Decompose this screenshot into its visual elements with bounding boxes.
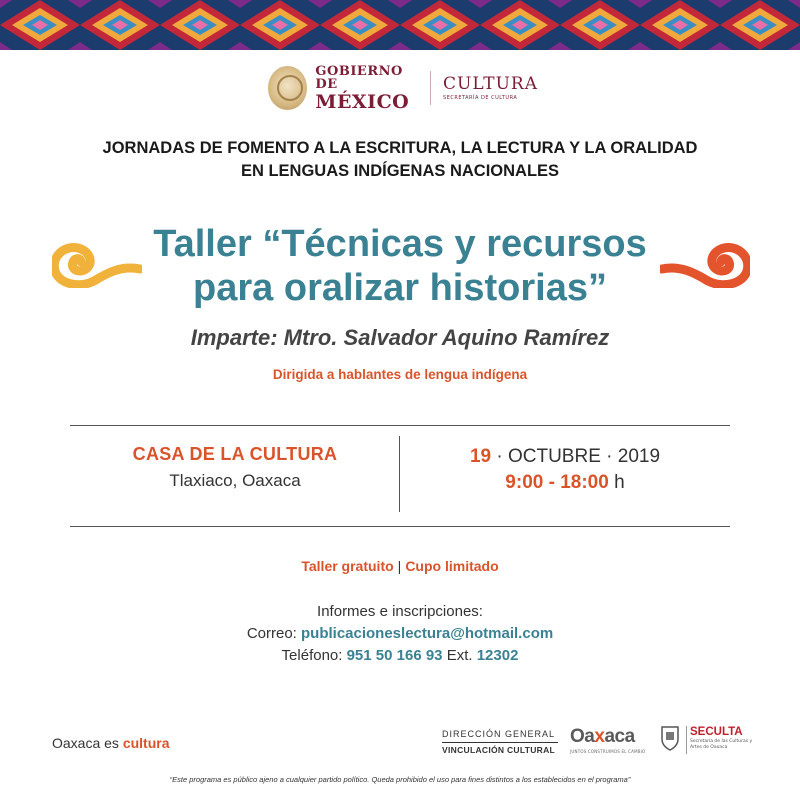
time-unit: h [608,472,625,493]
cultura-wordmark [443,73,538,101]
time-end: 18:00 [560,472,609,493]
cultura-line1: CULTURA [443,73,538,94]
oaxaca-wordmark [570,726,650,748]
phone-line [0,645,800,667]
free-workshop-text: Taller gratuito [301,558,394,574]
gobierno-line1: GOBIERNO DE [315,63,403,92]
title-line2: para oralizar historias” [193,267,607,309]
ext-label: Ext. [442,647,477,664]
offer-line [0,558,800,574]
oaxaca-logo [570,726,650,754]
decorative-banner [0,0,800,50]
series-line1: JORNADAS DE FOMENTO A LA ESCRITURA, LA LECTURA Y LA ORALIDAD [102,139,698,157]
logo-divider [430,71,431,105]
venue-block [85,444,385,491]
time-dash: - [543,472,561,493]
gobierno-line2: MÉXICO [315,90,410,113]
cultura-line2: SECRETARÍA DE CULTURA [443,94,518,101]
series-line2: EN LENGUAS INDÍGENAS NACIONALES [240,162,560,180]
seculta-subtitle [690,739,756,750]
seculta-sub-line2: Artes de Oaxaca [690,744,728,750]
title-line1: Taller “Técnicas y recursos [153,223,647,265]
venue-name: CASA DE LA CULTURA [132,444,338,464]
venue-city: Tlaxiaco, Oaxaca [169,471,301,490]
divider-top [70,425,730,426]
seculta-divider [686,726,687,754]
date-year: 2019 [617,446,661,467]
phone-label: Teléfono: [281,647,347,664]
email-link[interactable]: publicacioneslectura@hotmail.com [301,625,554,642]
tagline-part1: Oaxaca es [52,735,123,751]
email-label: Correo: [246,625,301,642]
direccion-general-logo [442,730,558,755]
date-separator: · [491,446,508,467]
pattern-graphic [0,0,800,50]
divider-bottom [70,526,730,527]
contact-block [0,601,800,667]
seculta-sub-line1: Secretaría de las Culturas y [690,739,753,744]
gobierno-wordmark [315,65,418,112]
ext-number: 12302 [476,647,519,664]
seculta-wordmark: SECULTA [690,726,743,738]
oaxaca-subtitle: JUNTOS CONSTRUIMOS EL CAMBIO [570,749,646,754]
direction-rule [442,742,558,743]
date-month: OCTUBRE [507,446,601,467]
schedule-block [415,444,715,496]
workshop-title [120,222,680,310]
event-time [415,470,715,496]
tagline-part2: cultura [122,735,170,751]
event-date [415,444,715,470]
contact-intro: Informes e inscripciones: [317,603,483,620]
phone-number: 951 50 166 93 [346,647,443,664]
national-seal-icon [268,66,307,110]
direction-line2: VINCULACIÓN CULTURAL [442,745,556,755]
oaxaca-shield-icon [660,725,680,751]
limited-capacity-text: Cupo limitado [405,558,499,574]
date-day: 19 [469,446,492,467]
divider-vertical [399,436,400,512]
oaxaca-part1: Oa [570,726,595,747]
seculta-logo [690,726,756,750]
email-line [0,623,800,645]
date-separator: · [600,446,618,467]
event-series-heading [0,137,800,183]
gobierno-cultura-logo [268,65,538,111]
audience-text: Dirigida a hablantes de lengua indígena [272,367,528,382]
presenter-text: Imparte: Mtro. Salvador Aquino Ramírez [190,325,610,350]
time-start: 9:00 [505,472,544,493]
direction-line1: DIRECCIÓN GENERAL [442,729,556,739]
oaxaca-part3: aca [604,726,635,747]
legal-disclaimer: “Este programa es público ajeno a cualquier partido político. Queda prohibido el uso para fines distintos a los establecidos en el programa” [169,775,631,784]
oaxaca-es-cultura-logo [52,735,170,751]
offer-separator: | [397,558,402,574]
oaxaca-part2: x [594,726,605,747]
